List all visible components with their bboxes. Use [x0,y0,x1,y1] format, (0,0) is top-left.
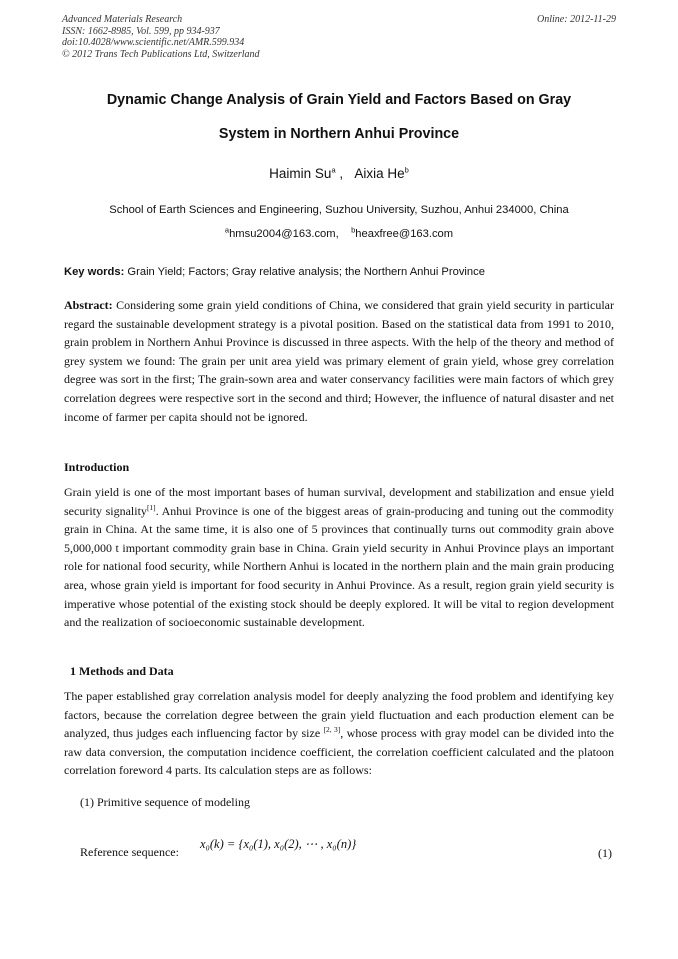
introduction-body [64,483,614,632]
abstract-label: Abstract: [64,298,113,312]
author-2-sup: b [404,165,409,175]
introduction-heading: Introduction [64,460,130,474]
journal-issn: ISSN: 1662-8985, Vol. 599, pp 934-937 [62,25,220,37]
online-date: Online: 2012-11-29 [537,14,616,25]
affiliation: School of Earth Sciences and Engineering, Suzhou University, Suzhou, Anhui 234000, China [109,204,569,216]
keywords-label: Key words: [64,266,125,278]
methods-text-1: The paper established gray correlation analysis model for deeply analyzing the food problem and identifying key factors, because the correlation degree between the grain yield fluctuation and each production element can be analyzed, thus judges each influencing factor by size [64,689,614,741]
author-2-name: Aixia He [354,166,405,181]
journal-copyright: © 2012 Trans Tech Publications Ltd, Switzerland [62,48,260,60]
author-list [0,166,678,181]
author-emails [0,225,678,240]
keywords-text: Grain Yield; Factors; Gray relative analysis; the Northern Anhui Province [124,266,485,278]
step-1-label: (1) Primitive sequence of modeling [80,795,250,809]
journal-doi: doi:10.4028/www.scientific.net/AMR.599.934 [62,37,245,48]
keywords [64,266,614,278]
intro-text-2: . Anhui Province is one of the biggest areas of grain-producing and tuning out the commodity grain in China. At the same time, it is also one of 5 provinces that continually turns out commodity grain above 5,000,000 t important commodity grain base in China. Grain yield security in Anhui Province plays an important role for national food security, while Northern Anhui is located in the northern plain and the main grain producing area, whose grain yield is important for food security in Anhui Province. As a result, region grain yield security is imperative whose potential of the existing stock should be deeply explored. It will be vital to region development and the realization of socioeconomic sustainable development. [64,503,614,630]
journal-header [62,14,260,60]
equation-1: x₀(k) = {x₀(1), x₀(2), ⋯ , x₀(n)} [200,837,357,851]
citation-2-3: [2, 3] [323,725,341,735]
methods-body [64,687,614,780]
paper-title-line-1: Dynamic Change Analysis of Grain Yield and Factors Based on Gray [106,92,572,108]
abstract [64,296,614,426]
email-b: heaxfree@163.com [355,228,454,240]
paper-title-line-2: System in Northern Anhui Province [218,126,460,142]
intro-text-1: Grain yield is one of the most important bases of human survival, development and stabilization and ensue yield security signality [64,485,614,518]
reference-sequence-label: Reference sequence: [80,845,179,859]
author-1-name: Haimin Su [269,166,332,181]
methods-heading: 1 Methods and Data [70,664,174,678]
methods-text-2: , whose process with gray model can be divided into the raw data conversion, the computation incidence coefficient, the correlation coefficient calculated and the platoon correlation foreword 4 parts. Its calculation steps are as follows: [64,726,614,778]
journal-name: Advanced Materials Research [62,14,183,25]
abstract-text: Considering some grain yield conditions of China, we considered that grain yield security in particular regard the sustainable development strategy is a pivotal position. Based on the statistical data from 1991 to 2010, grain problem in Northern Anhui Province is discussed in three aspects. With the help of the theory and method of grey system we found: The grain per unit area yield was primary element of grain yield, whose grey correlation degree was sort in the first; The grain-sown area and water conservancy facilities were main factors of which grey correlation degrees were respective sort in the second and third; However, the influence of natural disaster and net income of farmer per capita should not be ignored. [64,298,614,424]
email-a: hmsu2004@163.com, [229,228,339,240]
citation-1: [1] [146,502,156,512]
equation-number: (1) [598,846,612,860]
author-1-sup: a [331,165,336,175]
email-a-sup: a [224,225,230,235]
author-separator: , [335,166,344,181]
email-b-sup: b [351,225,356,235]
